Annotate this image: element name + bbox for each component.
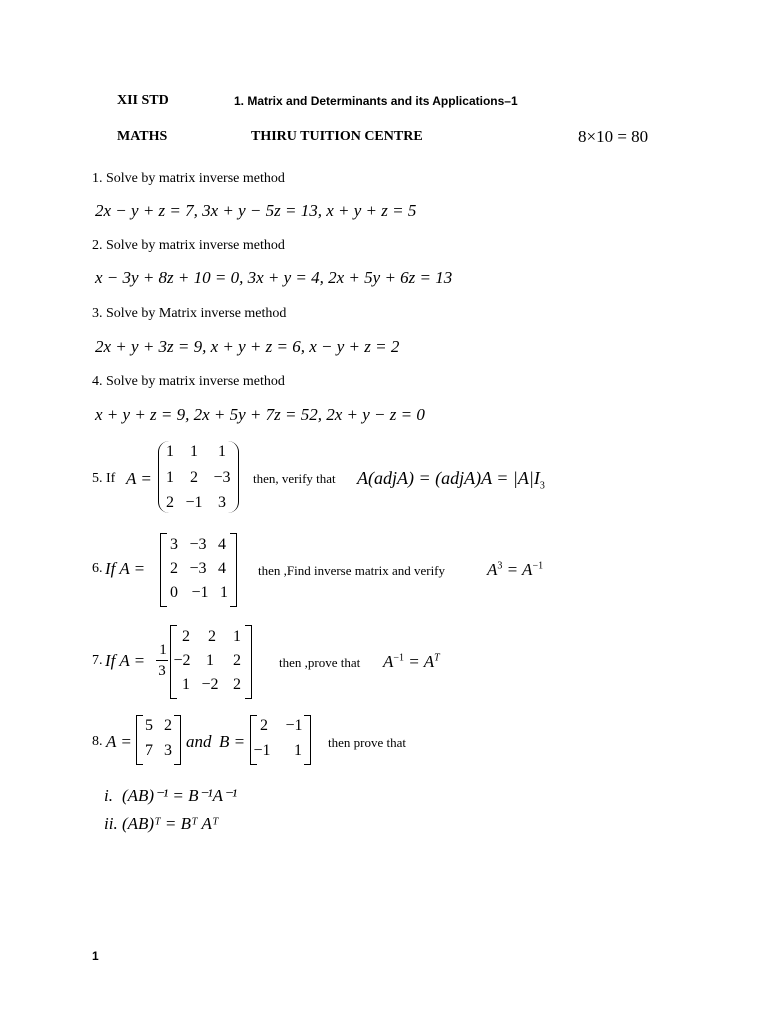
right-paren — [228, 441, 239, 513]
matrix-cell: 1 — [182, 676, 190, 693]
q7-prefix: 7. — [92, 653, 103, 668]
centre-name: THIRU TUITION CENTRE — [251, 129, 423, 144]
matrix-row — [160, 536, 240, 556]
q5-matrix — [158, 441, 240, 515]
right-bracket — [304, 715, 311, 765]
q6-rel-sup: 3 — [497, 560, 503, 572]
q5-identity-text: A(adjA) = (adjA)A = |A|I — [357, 468, 540, 488]
q5-text: then, verify that — [253, 471, 336, 486]
matrix-cell: 2 — [233, 676, 241, 693]
q1-equation: 2x − y + z = 7, 3x + y − 5z = 13, x + y + z = 5 — [95, 201, 417, 220]
matrix-cell: 4 — [218, 536, 226, 553]
matrix-cell: −1 — [185, 494, 203, 511]
right-bracket — [245, 625, 252, 699]
matrix-cell: 0 — [170, 584, 178, 601]
matrix-cell: 1 — [166, 469, 174, 486]
q7-relation — [383, 652, 440, 672]
matrix-cell: −1 — [253, 742, 271, 759]
matrix-cell: 1 — [190, 443, 198, 460]
matrix-row — [160, 560, 240, 580]
q6-relation — [487, 560, 543, 580]
matrix-cell: 1 — [218, 443, 226, 460]
q8-text: then prove that — [328, 735, 406, 750]
q6-matrix — [160, 533, 240, 607]
matrix-cell: 3 — [164, 742, 172, 759]
subject-label: MATHS — [117, 129, 168, 144]
q6-rel-sup2: −1 — [532, 560, 544, 572]
matrix-cell: 1 — [220, 584, 228, 601]
q4-instruction: 4. Solve by matrix inverse method — [92, 374, 285, 389]
q5-identity — [357, 468, 545, 492]
matrix-cell: 2 — [190, 469, 198, 486]
q7-frac-bar — [156, 660, 168, 661]
matrix-cell: 3 — [218, 494, 226, 511]
matrix-cell: 7 — [145, 742, 153, 759]
q6-rel-eq: = A — [502, 560, 533, 579]
q7-lhs: If A = — [105, 651, 146, 670]
matrix-cell: −2 — [173, 652, 191, 669]
q6-prefix: 6. — [92, 561, 103, 576]
matrix-cell: 2 — [166, 494, 174, 511]
matrix-cell: 2 — [208, 628, 216, 645]
q7-rel-eq: = A — [404, 652, 435, 671]
q7-rel-sup: −1 — [393, 652, 405, 664]
q8-matrix-b — [250, 715, 314, 765]
q7-frac-den: 3 — [158, 663, 166, 679]
q6-text: then ,Find inverse matrix and verify — [258, 563, 446, 578]
matrix-cell: 2 — [233, 652, 241, 669]
q8-and: and — [186, 732, 212, 751]
class-label: XII STD — [117, 93, 169, 108]
matrix-cell: 1 — [233, 628, 241, 645]
matrix-cell: 1 — [294, 742, 302, 759]
matrix-cell: −1 — [285, 717, 303, 734]
matrix-cell: −3 — [189, 560, 207, 577]
page-number: 1 — [92, 949, 99, 963]
q8-part-i-label: i. — [104, 786, 113, 805]
matrix-cell: 3 — [170, 536, 178, 553]
matrix-cell: 1 — [206, 652, 214, 669]
q3-equation: 2x + y + 3z = 9, x + y + z = 6, x − y + z = 2 — [95, 337, 400, 356]
matrix-row — [170, 676, 254, 696]
matrix-cell: 5 — [145, 717, 153, 734]
q8-matrix-a — [136, 715, 184, 765]
q5-lhs: A = — [126, 469, 152, 488]
matrix-cell: 2 — [182, 628, 190, 645]
q7-rel-base: A — [383, 652, 394, 671]
right-bracket — [174, 715, 181, 765]
matrix-row — [160, 584, 240, 604]
q6-lhs: If A = — [105, 559, 146, 578]
q7-matrix — [170, 625, 254, 699]
matrix-cell: −3 — [213, 469, 231, 486]
q3-instruction: 3. Solve by Matrix inverse method — [92, 306, 287, 321]
q8-part-ii-label: ii. — [104, 814, 118, 833]
matrix-row — [170, 628, 254, 648]
matrix-cell: −3 — [189, 536, 207, 553]
q5-prefix: 5. If — [92, 471, 116, 486]
q8-part-i-relation: (AB)⁻¹ = B⁻¹A⁻¹ — [122, 786, 238, 805]
q5-identity-sub: 3 — [539, 480, 545, 492]
q8-part-ii-relation: (AB)ᵀ = Bᵀ Aᵀ — [122, 814, 219, 833]
matrix-cell: 1 — [166, 443, 174, 460]
matrix-row — [170, 652, 254, 672]
q8-prefix: 8. — [92, 734, 103, 749]
q7-frac-num: 1 — [159, 642, 167, 658]
q1-instruction: 1. Solve by matrix inverse method — [92, 171, 285, 186]
marks-total: 8×10 = 80 — [578, 127, 649, 146]
q7-rel-sup2: T — [434, 652, 440, 664]
matrix-cell: 2 — [170, 560, 178, 577]
q6-rel-base: A — [487, 560, 498, 579]
q2-instruction: 2. Solve by matrix inverse method — [92, 238, 285, 253]
right-bracket — [230, 533, 237, 607]
q8-lhs-a: A = — [106, 732, 132, 751]
matrix-cell: 2 — [260, 717, 268, 734]
matrix-cell: 2 — [164, 717, 172, 734]
q7-text: then ,prove that — [279, 655, 361, 670]
chapter-title: 1. Matrix and Determinants and its Applications–1 — [234, 94, 518, 108]
matrix-cell: 4 — [218, 560, 226, 577]
q2-equation: x − 3y + 8z + 10 = 0, 3x + y = 4, 2x + 5y + 6z = 13 — [95, 268, 453, 287]
matrix-cell: −1 — [191, 584, 209, 601]
q8-lhs-b: B = — [219, 732, 246, 751]
matrix-cell: −2 — [201, 676, 219, 693]
q4-equation: x + y + z = 9, 2x + 5y + 7z = 52, 2x + y − z = 0 — [95, 405, 425, 424]
